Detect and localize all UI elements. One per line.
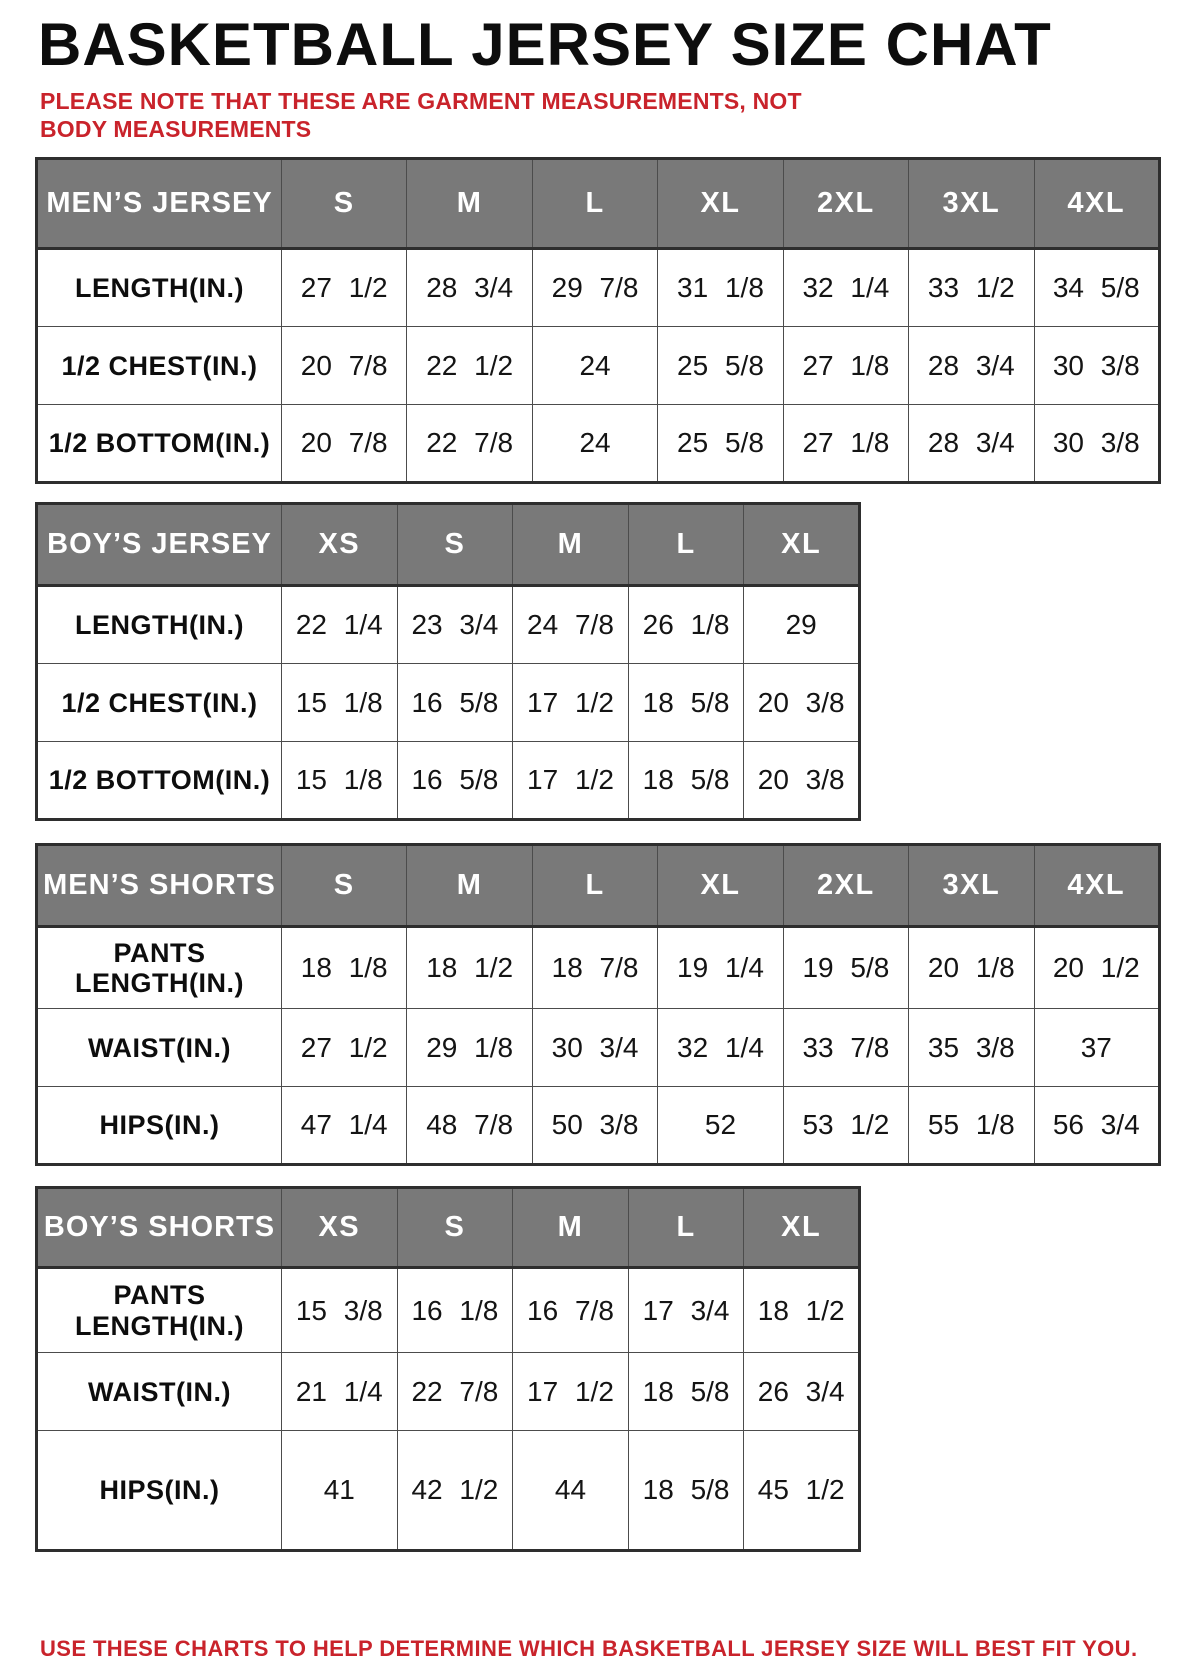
boys-jersey-row (37, 742, 860, 820)
boys-shorts-size-header: L (628, 1188, 744, 1268)
mens-shorts-size-header: M (407, 845, 532, 927)
page-title: BASKETBALL JERSEY SIZE CHAT (38, 11, 1052, 78)
size-cell: 48 7/8 (407, 1087, 532, 1165)
size-cell: 18 5/8 (628, 742, 744, 820)
mens-jersey-size-header: S (282, 159, 407, 249)
boys-shorts-row (37, 1268, 860, 1353)
garment-measurement-note: PLEASE NOTE THAT THESE ARE GARMENT MEASUREMENTS, NOT BODY MEASUREMENTS (40, 88, 802, 142)
size-cell: 16 5/8 (397, 742, 513, 820)
size-cell: 28 3/4 (909, 405, 1034, 483)
mens-shorts-size-header: 2XL (783, 845, 908, 927)
size-cell: 24 (532, 327, 657, 405)
size-cell: 20 1/8 (909, 927, 1034, 1009)
size-cell: 18 1/8 (282, 927, 407, 1009)
boys-jersey-size-header: XL (744, 504, 860, 586)
boys-shorts-size-header: S (397, 1188, 513, 1268)
row-label: 1/2 BOTTOM(IN.) (37, 742, 282, 820)
size-cell: 15 3/8 (282, 1268, 398, 1353)
size-cell: 29 (744, 586, 860, 664)
size-cell: 26 1/8 (628, 586, 744, 664)
boys-shorts-size-header: XS (282, 1188, 398, 1268)
mens-shorts-size-header: 3XL (909, 845, 1034, 927)
size-cell: 26 3/4 (744, 1353, 860, 1431)
size-cell: 20 7/8 (282, 405, 407, 483)
size-cell: 27 1/2 (282, 1009, 407, 1087)
size-cell: 34 5/8 (1034, 249, 1159, 327)
size-cell: 27 1/8 (783, 405, 908, 483)
size-cell: 18 1/2 (744, 1268, 860, 1353)
size-cell: 33 7/8 (783, 1009, 908, 1087)
mens-jersey-size-header: 2XL (783, 159, 908, 249)
boys-jersey-size-header: S (397, 504, 513, 586)
size-cell: 50 3/8 (532, 1087, 657, 1165)
mens-shorts-size-header: S (282, 845, 407, 927)
fit-advice-footer: USE THESE CHARTS TO HELP DETERMINE WHICH BASKETBALL JERSEY SIZE WILL BEST FIT YOU. (40, 1636, 1138, 1662)
size-cell: 44 (513, 1431, 629, 1551)
row-label: 1/2 CHEST(IN.) (37, 664, 282, 742)
size-cell: 25 5/8 (658, 405, 783, 483)
mens-jersey-size-header: 4XL (1034, 159, 1159, 249)
size-cell: 29 7/8 (532, 249, 657, 327)
mens-shorts-row (37, 927, 1160, 1009)
mens-shorts-row (37, 1087, 1160, 1165)
size-cell: 22 7/8 (407, 405, 532, 483)
size-cell: 30 3/8 (1034, 405, 1159, 483)
boys-jersey-title-cell: BOY’S JERSEY (37, 504, 282, 586)
mens-shorts-title-cell: MEN’S SHORTS (37, 845, 282, 927)
boys-shorts-row (37, 1353, 860, 1431)
size-cell: 16 7/8 (513, 1268, 629, 1353)
size-cell: 17 1/2 (513, 1353, 629, 1431)
mens-shorts-size-header: L (532, 845, 657, 927)
size-cell: 52 (658, 1087, 783, 1165)
size-cell: 20 7/8 (282, 327, 407, 405)
size-cell: 18 7/8 (532, 927, 657, 1009)
size-cell: 17 1/2 (513, 664, 629, 742)
size-cell: 15 1/8 (282, 664, 398, 742)
size-cell: 53 1/2 (783, 1087, 908, 1165)
size-cell: 16 1/8 (397, 1268, 513, 1353)
size-cell: 30 3/8 (1034, 327, 1159, 405)
size-cell: 25 5/8 (658, 327, 783, 405)
size-cell: 22 1/2 (407, 327, 532, 405)
mens-jersey-title-cell: MEN’S JERSEY (37, 159, 282, 249)
mens-jersey-size-header: M (407, 159, 532, 249)
mens-jersey-row (37, 405, 1160, 483)
size-cell: 33 1/2 (909, 249, 1034, 327)
mens-jersey-table (35, 157, 1161, 484)
size-cell: 32 1/4 (658, 1009, 783, 1087)
boys-jersey-row (37, 664, 860, 742)
size-cell: 23 3/4 (397, 586, 513, 664)
size-cell: 47 1/4 (282, 1087, 407, 1165)
boys-shorts-title-cell: BOY’S SHORTS (37, 1188, 282, 1268)
size-cell: 30 3/4 (532, 1009, 657, 1087)
size-cell: 32 1/4 (783, 249, 908, 327)
size-cell: 41 (282, 1431, 398, 1551)
mens-jersey-size-header: L (532, 159, 657, 249)
boys-shorts-size-header: XL (744, 1188, 860, 1268)
size-cell: 28 3/4 (909, 327, 1034, 405)
size-cell: 19 1/4 (658, 927, 783, 1009)
size-cell: 55 1/8 (909, 1087, 1034, 1165)
mens-shorts-table (35, 843, 1161, 1166)
row-label: LENGTH(IN.) (37, 586, 282, 664)
row-label: LENGTH(IN.) (37, 249, 282, 327)
boys-jersey-size-header: M (513, 504, 629, 586)
row-label: PANTS LENGTH(IN.) (37, 1268, 282, 1353)
mens-jersey-size-header: XL (658, 159, 783, 249)
size-cell: 22 7/8 (397, 1353, 513, 1431)
boys-jersey-table (35, 502, 861, 821)
size-cell: 56 3/4 (1034, 1087, 1159, 1165)
row-label: PANTS LENGTH(IN.) (37, 927, 282, 1009)
size-cell: 24 7/8 (513, 586, 629, 664)
size-cell: 42 1/2 (397, 1431, 513, 1551)
mens-shorts-size-header: XL (658, 845, 783, 927)
boys-shorts-table (35, 1186, 861, 1552)
row-label: 1/2 BOTTOM(IN.) (37, 405, 282, 483)
size-cell: 22 1/4 (282, 586, 398, 664)
size-cell: 15 1/8 (282, 742, 398, 820)
size-cell: 20 1/2 (1034, 927, 1159, 1009)
size-cell: 19 5/8 (783, 927, 908, 1009)
size-cell: 18 5/8 (628, 664, 744, 742)
size-cell: 29 1/8 (407, 1009, 532, 1087)
boys-shorts-row (37, 1431, 860, 1551)
size-cell: 37 (1034, 1009, 1159, 1087)
size-cell: 27 1/8 (783, 327, 908, 405)
mens-shorts-size-header: 4XL (1034, 845, 1159, 927)
size-cell: 16 5/8 (397, 664, 513, 742)
row-label: WAIST(IN.) (37, 1353, 282, 1431)
size-cell: 17 3/4 (628, 1268, 744, 1353)
size-cell: 31 1/8 (658, 249, 783, 327)
size-cell: 28 3/4 (407, 249, 532, 327)
size-cell: 18 5/8 (628, 1353, 744, 1431)
boys-jersey-size-header: XS (282, 504, 398, 586)
size-cell: 18 1/2 (407, 927, 532, 1009)
size-cell: 35 3/8 (909, 1009, 1034, 1087)
row-label: HIPS(IN.) (37, 1431, 282, 1551)
mens-jersey-size-header: 3XL (909, 159, 1034, 249)
mens-jersey-row (37, 327, 1160, 405)
size-cell: 24 (532, 405, 657, 483)
row-label: WAIST(IN.) (37, 1009, 282, 1087)
mens-jersey-row (37, 249, 1160, 327)
size-cell: 21 1/4 (282, 1353, 398, 1431)
boys-jersey-row (37, 586, 860, 664)
size-cell: 18 5/8 (628, 1431, 744, 1551)
row-label: 1/2 CHEST(IN.) (37, 327, 282, 405)
boys-shorts-size-header: M (513, 1188, 629, 1268)
size-cell: 27 1/2 (282, 249, 407, 327)
size-cell: 20 3/8 (744, 664, 860, 742)
boys-jersey-size-header: L (628, 504, 744, 586)
size-cell: 45 1/2 (744, 1431, 860, 1551)
size-cell: 20 3/8 (744, 742, 860, 820)
mens-shorts-row (37, 1009, 1160, 1087)
size-cell: 17 1/2 (513, 742, 629, 820)
row-label: HIPS(IN.) (37, 1087, 282, 1165)
